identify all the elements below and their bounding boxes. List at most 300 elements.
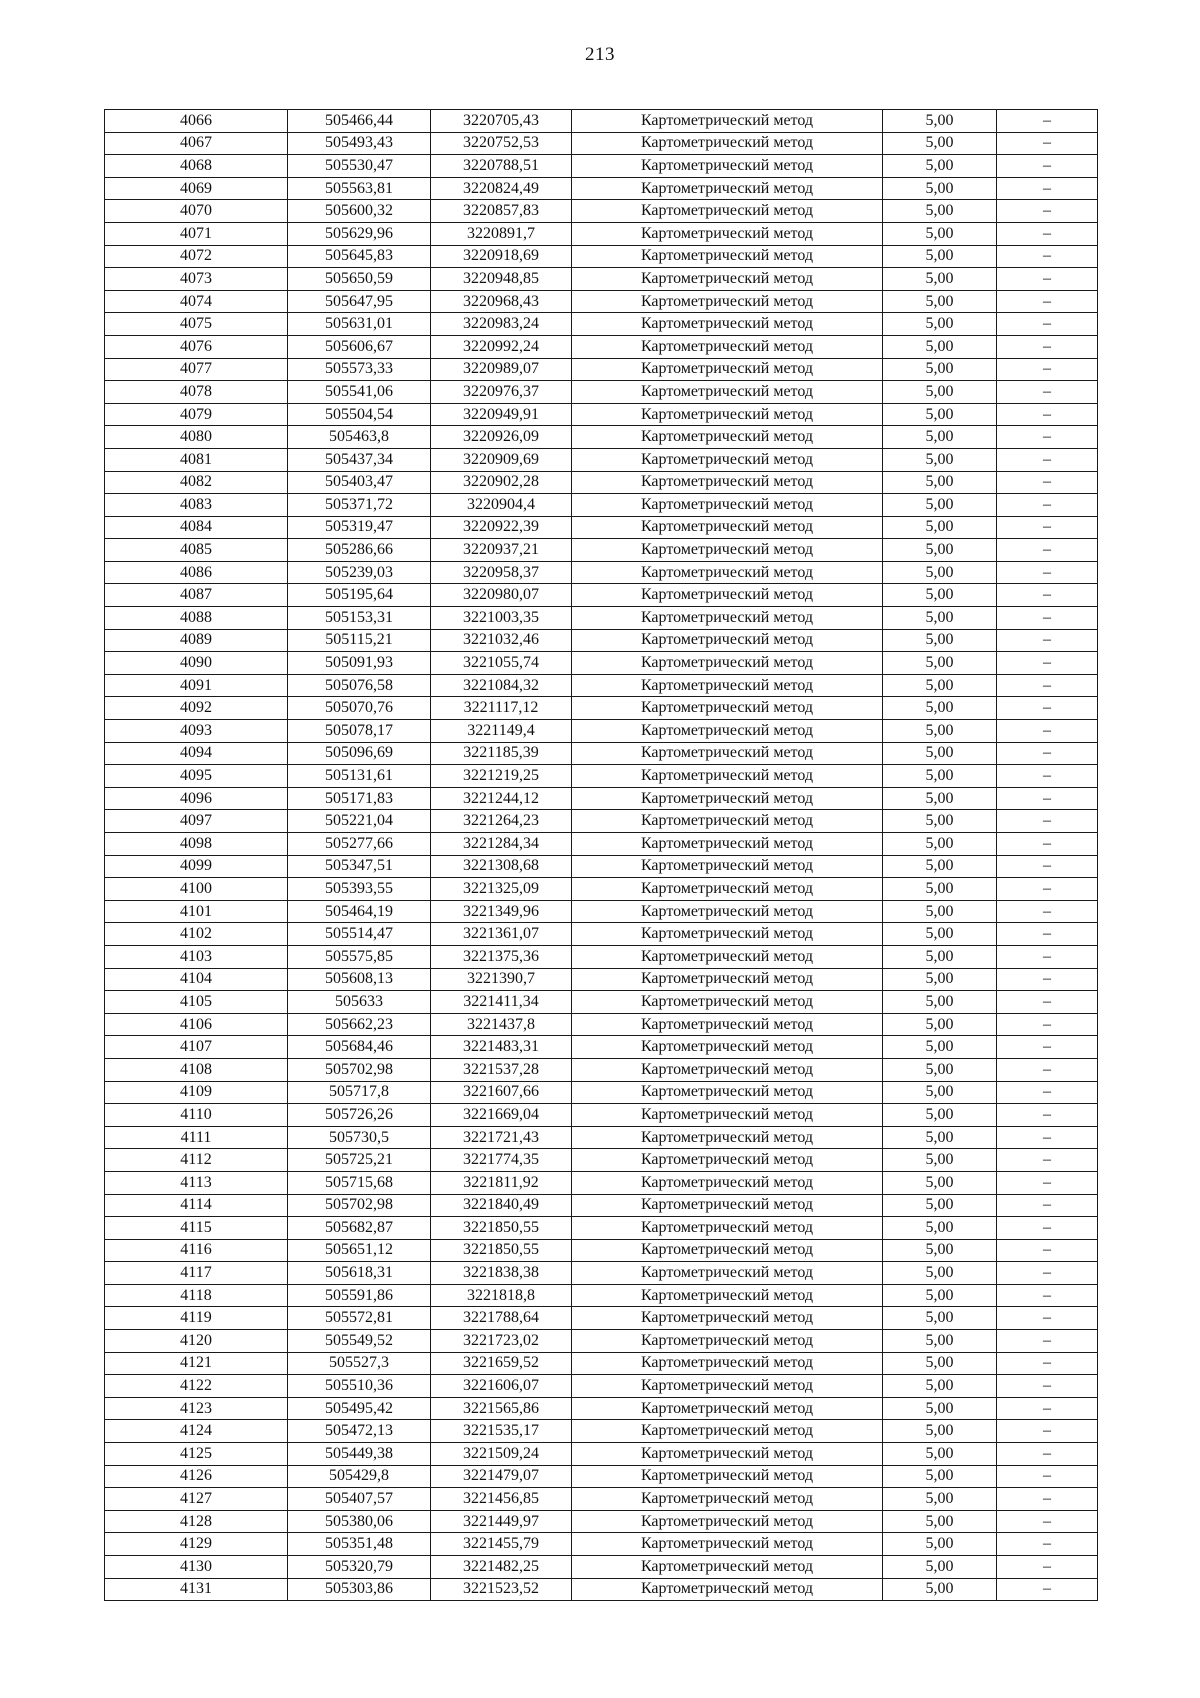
x-coordinate-cell: 505466,44 (288, 110, 431, 133)
x-coordinate-cell: 505464,19 (288, 900, 431, 923)
table-row (105, 426, 1098, 449)
method-cell: Картометрический метод (572, 720, 883, 743)
description-cell: – (997, 652, 1098, 675)
description-cell: – (997, 1420, 1098, 1443)
accuracy-cell: 5,00 (883, 1556, 997, 1579)
accuracy-cell: 5,00 (883, 1013, 997, 1036)
x-coordinate-cell: 505463,8 (288, 426, 431, 449)
description-cell: – (997, 1284, 1098, 1307)
x-coordinate-cell: 505449,38 (288, 1443, 431, 1466)
y-coordinate-cell: 3221264,23 (431, 810, 572, 833)
table-row (105, 245, 1098, 268)
accuracy-cell: 5,00 (883, 1397, 997, 1420)
point-number-cell: 4121 (105, 1352, 288, 1375)
accuracy-cell: 5,00 (883, 1262, 997, 1285)
description-cell: – (997, 132, 1098, 155)
method-cell: Картометрический метод (572, 607, 883, 630)
y-coordinate-cell: 3221483,31 (431, 1036, 572, 1059)
x-coordinate-cell: 505629,96 (288, 222, 431, 245)
table-row (105, 1081, 1098, 1104)
x-coordinate-cell: 505510,36 (288, 1375, 431, 1398)
description-cell: – (997, 1330, 1098, 1353)
accuracy-cell: 5,00 (883, 448, 997, 471)
description-cell: – (997, 968, 1098, 991)
method-cell: Картометрический метод (572, 1533, 883, 1556)
table-row (105, 629, 1098, 652)
description-cell: – (997, 878, 1098, 901)
x-coordinate-cell: 505320,79 (288, 1556, 431, 1579)
description-cell: – (997, 110, 1098, 133)
x-coordinate-cell: 505591,86 (288, 1284, 431, 1307)
method-cell: Картометрический метод (572, 1510, 883, 1533)
page-number: 213 (585, 44, 615, 65)
table-row (105, 1104, 1098, 1127)
description-cell: – (997, 1465, 1098, 1488)
accuracy-cell: 5,00 (883, 1510, 997, 1533)
point-number-cell: 4100 (105, 878, 288, 901)
point-number-cell: 4099 (105, 855, 288, 878)
point-number-cell: 4080 (105, 426, 288, 449)
x-coordinate-cell: 505631,01 (288, 313, 431, 336)
description-cell: – (997, 358, 1098, 381)
method-cell: Картометрический метод (572, 1284, 883, 1307)
x-coordinate-cell: 505575,85 (288, 945, 431, 968)
description-cell: – (997, 539, 1098, 562)
method-cell: Картометрический метод (572, 1578, 883, 1601)
x-coordinate-cell: 505239,03 (288, 561, 431, 584)
x-coordinate-cell: 505572,81 (288, 1307, 431, 1330)
method-cell: Картометрический метод (572, 516, 883, 539)
description-cell: – (997, 607, 1098, 630)
description-cell: – (997, 155, 1098, 178)
table-row (105, 403, 1098, 426)
y-coordinate-cell: 3221669,04 (431, 1104, 572, 1127)
x-coordinate-cell: 505549,52 (288, 1330, 431, 1353)
table-row (105, 991, 1098, 1014)
accuracy-cell: 5,00 (883, 1488, 997, 1511)
y-coordinate-cell: 3221117,12 (431, 697, 572, 720)
y-coordinate-cell: 3220926,09 (431, 426, 572, 449)
table-row (105, 268, 1098, 291)
description-cell: – (997, 1239, 1098, 1262)
x-coordinate-cell: 505662,23 (288, 1013, 431, 1036)
point-number-cell: 4119 (105, 1307, 288, 1330)
point-number-cell: 4085 (105, 539, 288, 562)
accuracy-cell: 5,00 (883, 110, 997, 133)
point-number-cell: 4117 (105, 1262, 288, 1285)
x-coordinate-cell: 505684,46 (288, 1036, 431, 1059)
y-coordinate-cell: 3220949,91 (431, 403, 572, 426)
y-coordinate-cell: 3220980,07 (431, 584, 572, 607)
y-coordinate-cell: 3220904,4 (431, 494, 572, 517)
point-number-cell: 4114 (105, 1194, 288, 1217)
point-number-cell: 4111 (105, 1126, 288, 1149)
x-coordinate-cell: 505171,83 (288, 787, 431, 810)
description-cell: – (997, 1194, 1098, 1217)
table-row (105, 1194, 1098, 1217)
y-coordinate-cell: 3221390,7 (431, 968, 572, 991)
point-number-cell: 4067 (105, 132, 288, 155)
accuracy-cell: 5,00 (883, 584, 997, 607)
y-coordinate-cell: 3221003,35 (431, 607, 572, 630)
table-row (105, 787, 1098, 810)
method-cell: Картометрический метод (572, 742, 883, 765)
description-cell: – (997, 900, 1098, 923)
table-row (105, 358, 1098, 381)
point-number-cell: 4108 (105, 1058, 288, 1081)
accuracy-cell: 5,00 (883, 900, 997, 923)
point-number-cell: 4086 (105, 561, 288, 584)
point-number-cell: 4123 (105, 1397, 288, 1420)
method-cell: Картометрический метод (572, 652, 883, 675)
description-cell: – (997, 1397, 1098, 1420)
accuracy-cell: 5,00 (883, 358, 997, 381)
y-coordinate-cell: 3221535,17 (431, 1420, 572, 1443)
description-cell: – (997, 1443, 1098, 1466)
point-number-cell: 4083 (105, 494, 288, 517)
y-coordinate-cell: 3220992,24 (431, 335, 572, 358)
method-cell: Картометрический метод (572, 584, 883, 607)
accuracy-cell: 5,00 (883, 607, 997, 630)
point-number-cell: 4110 (105, 1104, 288, 1127)
accuracy-cell: 5,00 (883, 674, 997, 697)
point-number-cell: 4088 (105, 607, 288, 630)
y-coordinate-cell: 3221284,34 (431, 833, 572, 856)
y-coordinate-cell: 3220788,51 (431, 155, 572, 178)
y-coordinate-cell: 3221482,25 (431, 1556, 572, 1579)
table-row (105, 155, 1098, 178)
y-coordinate-cell: 3221411,34 (431, 991, 572, 1014)
method-cell: Картометрический метод (572, 1443, 883, 1466)
y-coordinate-cell: 3221606,07 (431, 1375, 572, 1398)
method-cell: Картометрический метод (572, 1488, 883, 1511)
x-coordinate-cell: 505682,87 (288, 1217, 431, 1240)
accuracy-cell: 5,00 (883, 968, 997, 991)
x-coordinate-cell: 505541,06 (288, 381, 431, 404)
x-coordinate-cell: 505153,31 (288, 607, 431, 630)
y-coordinate-cell: 3221325,09 (431, 878, 572, 901)
accuracy-cell: 5,00 (883, 561, 997, 584)
y-coordinate-cell: 3221659,52 (431, 1352, 572, 1375)
y-coordinate-cell: 3221456,85 (431, 1488, 572, 1511)
description-cell: – (997, 290, 1098, 313)
method-cell: Картометрический метод (572, 177, 883, 200)
table-row (105, 1171, 1098, 1194)
description-cell: – (997, 720, 1098, 743)
point-number-cell: 4128 (105, 1510, 288, 1533)
x-coordinate-cell: 505131,61 (288, 765, 431, 788)
y-coordinate-cell: 3221537,28 (431, 1058, 572, 1081)
description-cell: – (997, 335, 1098, 358)
description-cell: – (997, 426, 1098, 449)
table-row (105, 222, 1098, 245)
table-row (105, 1578, 1098, 1601)
point-number-cell: 4092 (105, 697, 288, 720)
x-coordinate-cell: 505319,47 (288, 516, 431, 539)
y-coordinate-cell: 3220909,69 (431, 448, 572, 471)
point-number-cell: 4104 (105, 968, 288, 991)
y-coordinate-cell: 3221788,64 (431, 1307, 572, 1330)
table-row (105, 584, 1098, 607)
description-cell: – (997, 1171, 1098, 1194)
accuracy-cell: 5,00 (883, 923, 997, 946)
description-cell: – (997, 1375, 1098, 1398)
description-cell: – (997, 1488, 1098, 1511)
accuracy-cell: 5,00 (883, 313, 997, 336)
y-coordinate-cell: 3220824,49 (431, 177, 572, 200)
table-row (105, 810, 1098, 833)
accuracy-cell: 5,00 (883, 1307, 997, 1330)
y-coordinate-cell: 3221850,55 (431, 1239, 572, 1262)
method-cell: Картометрический метод (572, 1149, 883, 1172)
table-row (105, 1036, 1098, 1059)
description-cell: – (997, 1352, 1098, 1375)
y-coordinate-cell: 3221375,36 (431, 945, 572, 968)
method-cell: Картометрический метод (572, 787, 883, 810)
description-cell: – (997, 471, 1098, 494)
description-cell: – (997, 313, 1098, 336)
point-number-cell: 4082 (105, 471, 288, 494)
accuracy-cell: 5,00 (883, 810, 997, 833)
x-coordinate-cell: 505195,64 (288, 584, 431, 607)
x-coordinate-cell: 505606,67 (288, 335, 431, 358)
table-row (105, 561, 1098, 584)
accuracy-cell: 5,00 (883, 697, 997, 720)
x-coordinate-cell: 505618,31 (288, 1262, 431, 1285)
point-number-cell: 4089 (105, 629, 288, 652)
description-cell: – (997, 1533, 1098, 1556)
table-row (105, 471, 1098, 494)
method-cell: Картометрический метод (572, 991, 883, 1014)
method-cell: Картометрический метод (572, 335, 883, 358)
point-number-cell: 4122 (105, 1375, 288, 1398)
table-row (105, 697, 1098, 720)
method-cell: Картометрический метод (572, 1081, 883, 1104)
x-coordinate-cell: 505725,21 (288, 1149, 431, 1172)
y-coordinate-cell: 3221361,07 (431, 923, 572, 946)
point-number-cell: 4131 (105, 1578, 288, 1601)
description-cell: – (997, 200, 1098, 223)
accuracy-cell: 5,00 (883, 629, 997, 652)
table-row (105, 110, 1098, 133)
table-row (105, 765, 1098, 788)
y-coordinate-cell: 3221455,79 (431, 1533, 572, 1556)
point-number-cell: 4113 (105, 1171, 288, 1194)
table-row (105, 878, 1098, 901)
accuracy-cell: 5,00 (883, 381, 997, 404)
description-cell: – (997, 855, 1098, 878)
y-coordinate-cell: 3220918,69 (431, 245, 572, 268)
accuracy-cell: 5,00 (883, 403, 997, 426)
method-cell: Картометрический метод (572, 561, 883, 584)
method-cell: Картометрический метод (572, 1262, 883, 1285)
method-cell: Картометрический метод (572, 245, 883, 268)
table-row (105, 539, 1098, 562)
method-cell: Картометрический метод (572, 1352, 883, 1375)
method-cell: Картометрический метод (572, 1465, 883, 1488)
table-row (105, 1126, 1098, 1149)
x-coordinate-cell: 505702,98 (288, 1058, 431, 1081)
method-cell: Картометрический метод (572, 268, 883, 291)
table-row (105, 1352, 1098, 1375)
x-coordinate-cell: 505091,93 (288, 652, 431, 675)
accuracy-cell: 5,00 (883, 494, 997, 517)
coordinates-table-body (105, 110, 1098, 1601)
accuracy-cell: 5,00 (883, 1420, 997, 1443)
table-row (105, 1058, 1098, 1081)
method-cell: Картометрический метод (572, 878, 883, 901)
accuracy-cell: 5,00 (883, 245, 997, 268)
method-cell: Картометрический метод (572, 1397, 883, 1420)
accuracy-cell: 5,00 (883, 742, 997, 765)
y-coordinate-cell: 3221565,86 (431, 1397, 572, 1420)
accuracy-cell: 5,00 (883, 878, 997, 901)
accuracy-cell: 5,00 (883, 222, 997, 245)
point-number-cell: 4127 (105, 1488, 288, 1511)
x-coordinate-cell: 505702,98 (288, 1194, 431, 1217)
method-cell: Картометрический метод (572, 674, 883, 697)
x-coordinate-cell: 505070,76 (288, 697, 431, 720)
y-coordinate-cell: 3221607,66 (431, 1081, 572, 1104)
point-number-cell: 4109 (105, 1081, 288, 1104)
x-coordinate-cell: 505730,5 (288, 1126, 431, 1149)
accuracy-cell: 5,00 (883, 290, 997, 313)
y-coordinate-cell: 3221349,96 (431, 900, 572, 923)
point-number-cell: 4124 (105, 1420, 288, 1443)
accuracy-cell: 5,00 (883, 1171, 997, 1194)
point-number-cell: 4069 (105, 177, 288, 200)
method-cell: Картометрический метод (572, 539, 883, 562)
accuracy-cell: 5,00 (883, 335, 997, 358)
table-row (105, 968, 1098, 991)
description-cell: – (997, 697, 1098, 720)
point-number-cell: 4081 (105, 448, 288, 471)
table-row (105, 674, 1098, 697)
point-number-cell: 4095 (105, 765, 288, 788)
description-cell: – (997, 765, 1098, 788)
point-number-cell: 4070 (105, 200, 288, 223)
point-number-cell: 4091 (105, 674, 288, 697)
method-cell: Картометрический метод (572, 855, 883, 878)
table-row (105, 1262, 1098, 1285)
accuracy-cell: 5,00 (883, 539, 997, 562)
x-coordinate-cell: 505096,69 (288, 742, 431, 765)
method-cell: Картометрический метод (572, 426, 883, 449)
y-coordinate-cell: 3221774,35 (431, 1149, 572, 1172)
table-row (105, 855, 1098, 878)
point-number-cell: 4129 (105, 1533, 288, 1556)
y-coordinate-cell: 3220752,53 (431, 132, 572, 155)
description-cell: – (997, 381, 1098, 404)
description-cell: – (997, 1036, 1098, 1059)
method-cell: Картометрический метод (572, 448, 883, 471)
x-coordinate-cell: 505403,47 (288, 471, 431, 494)
method-cell: Картометрический метод (572, 697, 883, 720)
table-row (105, 1149, 1098, 1172)
description-cell: – (997, 177, 1098, 200)
table-row (105, 1284, 1098, 1307)
y-coordinate-cell: 3221149,4 (431, 720, 572, 743)
method-cell: Картометрический метод (572, 1375, 883, 1398)
accuracy-cell: 5,00 (883, 1036, 997, 1059)
y-coordinate-cell: 3221084,32 (431, 674, 572, 697)
x-coordinate-cell: 505530,47 (288, 155, 431, 178)
description-cell: – (997, 516, 1098, 539)
x-coordinate-cell: 505717,8 (288, 1081, 431, 1104)
point-number-cell: 4116 (105, 1239, 288, 1262)
x-coordinate-cell: 505633 (288, 991, 431, 1014)
point-number-cell: 4112 (105, 1149, 288, 1172)
x-coordinate-cell: 505651,12 (288, 1239, 431, 1262)
point-number-cell: 4079 (105, 403, 288, 426)
accuracy-cell: 5,00 (883, 1443, 997, 1466)
description-cell: – (997, 403, 1098, 426)
y-coordinate-cell: 3220948,85 (431, 268, 572, 291)
x-coordinate-cell: 505514,47 (288, 923, 431, 946)
x-coordinate-cell: 505715,68 (288, 1171, 431, 1194)
point-number-cell: 4130 (105, 1556, 288, 1579)
x-coordinate-cell: 505608,13 (288, 968, 431, 991)
description-cell: – (997, 1578, 1098, 1601)
description-cell: – (997, 1149, 1098, 1172)
table-row (105, 1510, 1098, 1533)
accuracy-cell: 5,00 (883, 1126, 997, 1149)
description-cell: – (997, 268, 1098, 291)
table-row (105, 494, 1098, 517)
table-row (105, 1307, 1098, 1330)
description-cell: – (997, 1058, 1098, 1081)
accuracy-cell: 5,00 (883, 200, 997, 223)
accuracy-cell: 5,00 (883, 1194, 997, 1217)
y-coordinate-cell: 3220902,28 (431, 471, 572, 494)
description-cell: – (997, 1556, 1098, 1579)
table-row (105, 1420, 1098, 1443)
x-coordinate-cell: 505504,54 (288, 403, 431, 426)
x-coordinate-cell: 505493,43 (288, 132, 431, 155)
point-number-cell: 4097 (105, 810, 288, 833)
point-number-cell: 4074 (105, 290, 288, 313)
y-coordinate-cell: 3221449,97 (431, 1510, 572, 1533)
table-row (105, 742, 1098, 765)
x-coordinate-cell: 505286,66 (288, 539, 431, 562)
description-cell: – (997, 1126, 1098, 1149)
y-coordinate-cell: 3221219,25 (431, 765, 572, 788)
x-coordinate-cell: 505303,86 (288, 1578, 431, 1601)
method-cell: Картометрический метод (572, 494, 883, 517)
accuracy-cell: 5,00 (883, 1352, 997, 1375)
point-number-cell: 4066 (105, 110, 288, 133)
table-row (105, 1330, 1098, 1353)
x-coordinate-cell: 505407,57 (288, 1488, 431, 1511)
accuracy-cell: 5,00 (883, 1533, 997, 1556)
point-number-cell: 4068 (105, 155, 288, 178)
method-cell: Картометрический метод (572, 1126, 883, 1149)
method-cell: Картометрический метод (572, 1217, 883, 1240)
table-row (105, 833, 1098, 856)
method-cell: Картометрический метод (572, 471, 883, 494)
method-cell: Картометрический метод (572, 1307, 883, 1330)
accuracy-cell: 5,00 (883, 1058, 997, 1081)
table-row (105, 335, 1098, 358)
point-number-cell: 4094 (105, 742, 288, 765)
y-coordinate-cell: 3221840,49 (431, 1194, 572, 1217)
point-number-cell: 4072 (105, 245, 288, 268)
point-number-cell: 4073 (105, 268, 288, 291)
accuracy-cell: 5,00 (883, 177, 997, 200)
y-coordinate-cell: 3221032,46 (431, 629, 572, 652)
description-cell: – (997, 1307, 1098, 1330)
y-coordinate-cell: 3221185,39 (431, 742, 572, 765)
